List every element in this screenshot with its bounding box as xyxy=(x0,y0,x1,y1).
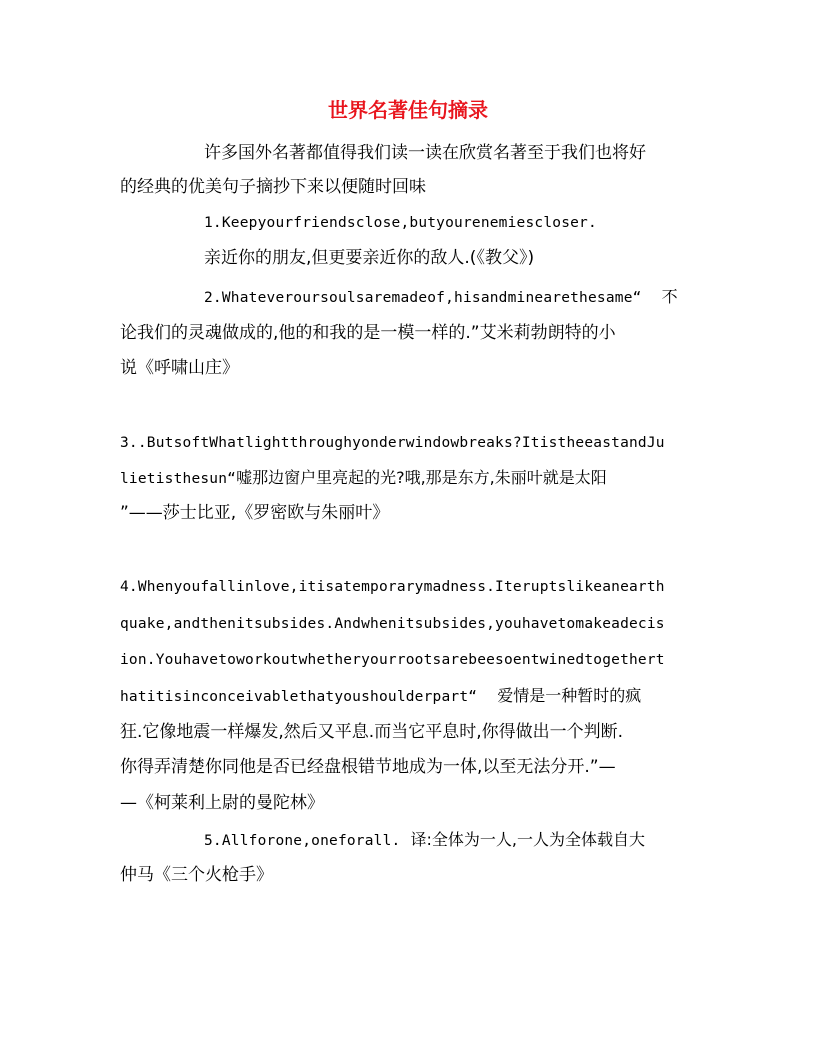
quote-3-chinese: 嘘那边窗户里亮起的光?哦,那是东方,朱丽叶就是太阳 xyxy=(236,468,607,487)
quote-1-english: 1.Keepyourfriendsclose,butyourenemiescloser. xyxy=(204,215,597,231)
quote-4-line-6: 你得弄清楚你同他是否已经盘根错节地成为一体,以至无法分开.”— xyxy=(120,757,616,777)
quote-3-line-2 xyxy=(120,465,607,491)
quote-4-line-3: ion.Youhavetoworkoutwhetheryourrootsarebeesoentwinedtogethert xyxy=(120,652,665,668)
quote-5-line-1 xyxy=(204,827,645,853)
quote-4-line-4 xyxy=(120,683,641,709)
quote-2-chinese-start: 不 xyxy=(661,287,678,306)
quote-5-english: 5.Allforone,oneforall. xyxy=(204,833,401,849)
quote-2-line-3: 说《呼啸山庄》 xyxy=(120,358,239,378)
page-title: 世界名著佳句摘录 xyxy=(328,98,488,122)
quote-3-line-1: 3..ButsoftWhatlightthroughyonderwindowbreaks?ItistheeastandJu xyxy=(120,435,665,451)
quote-4-english-end: hatitisinconceivablethatyoushoulderpart“ xyxy=(120,689,478,705)
quote-2-line-1 xyxy=(204,284,678,310)
intro-line-2: 的经典的优美句子摘抄下来以便随时回味 xyxy=(120,177,426,197)
quote-5-chinese-start: 译:全体为一人,一人为全体载自大 xyxy=(410,830,645,849)
quote-4-line-5: 狂.它像地震一样爆发,然后又平息.而当它平息时,你得做出一个判断. xyxy=(120,722,624,742)
quote-5-line-2: 仲马《三个火枪手》 xyxy=(120,865,273,885)
quote-4-chinese-start: 爱情是一种暂时的疯 xyxy=(497,686,642,705)
intro-line-1: 许多国外名著都值得我们读一读在欣赏名著至于我们也将好 xyxy=(204,143,646,163)
quote-2-english: 2.Whateveroursoulsaremadeof,hisandminearethesame“ xyxy=(204,290,642,306)
quote-4-line-2: quake,andthenitsubsides.Andwhenitsubsides,youhavetomakeadecis xyxy=(120,616,665,632)
quote-3-line-3: ”——莎士比亚,《罗密欧与朱丽叶》 xyxy=(120,503,390,523)
quote-4-line-7: —《柯莱利上尉的曼陀林》 xyxy=(120,793,324,813)
quote-3-english-end: lietisthesun“ xyxy=(120,471,237,487)
quote-1-chinese: 亲近你的朋友,但更要亲近你的敌人.(《教父》) xyxy=(204,248,535,268)
quote-4-line-1: 4.Whenyoufallinlove,itisatemporarymadness.Iteruptslikeanearth xyxy=(120,579,665,595)
quote-2-line-2: 论我们的灵魂做成的,他的和我的是一模一样的.”艾米莉勃朗特的小 xyxy=(120,323,616,343)
